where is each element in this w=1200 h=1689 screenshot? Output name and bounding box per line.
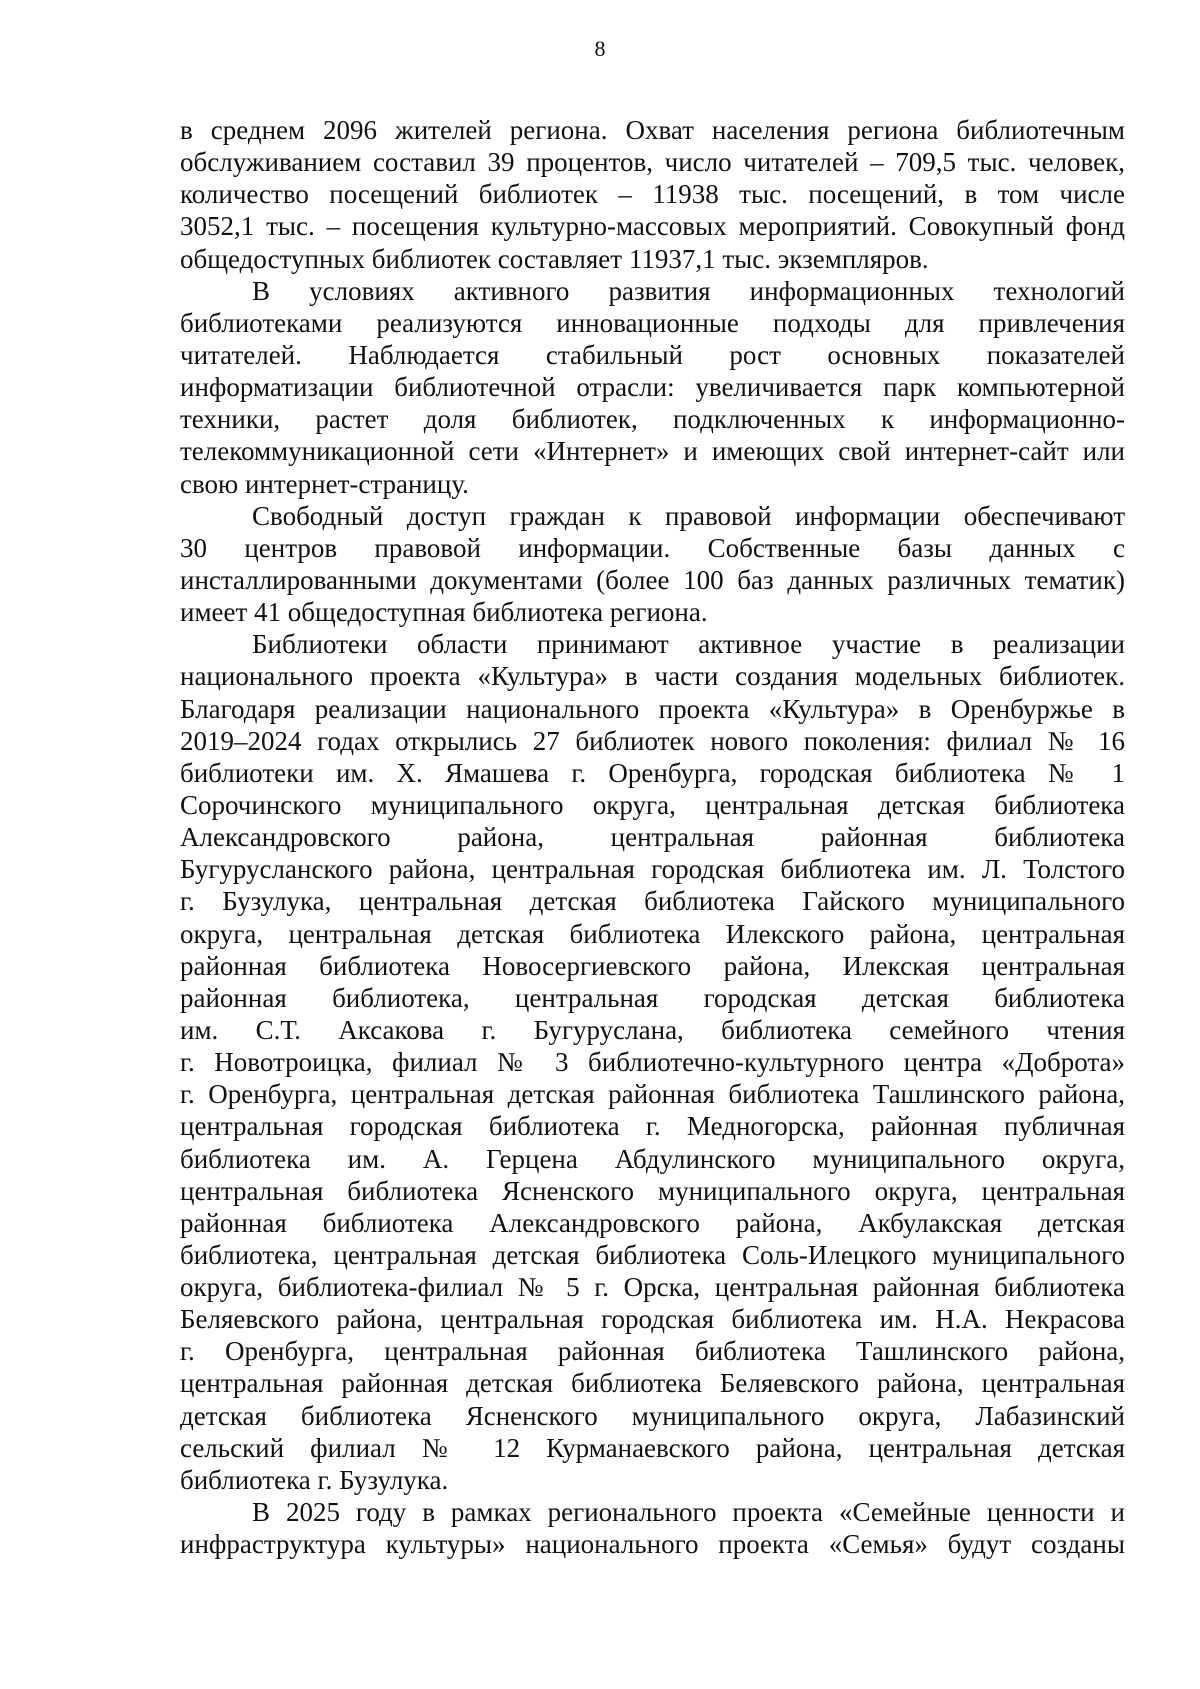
document-body: [180, 114, 1125, 1560]
text-line: библиотеки им. Х. Ямашева г. Оренбурга, городская библиотека № 1: [180, 757, 1125, 788]
text-line: библиотека г. Бузулука.: [180, 1464, 449, 1495]
page-number: 8: [594, 36, 606, 61]
text-line: свою интернет-страницу.: [180, 468, 469, 499]
text-line: 2019–2024 годах открылись 27 библиотек нового поколения: филиал № 16: [180, 725, 1125, 756]
text-line: обслуживанием составил 39 процентов, число читателей – 709,5 тыс. человек,: [180, 147, 1125, 178]
text-line: библиотека, центральная детская библиотека Соль-Илецкого муниципального: [180, 1239, 1125, 1270]
text-line: Благодаря реализации национального проекта «Культура» в Оренбуржье в: [180, 693, 1125, 724]
text-line: г. Бузулука, центральная детская библиотека Гайского муниципального: [180, 886, 1125, 917]
text-line: округа, центральная детская библиотека Илекского района, центральная: [180, 918, 1125, 949]
paragraph: [180, 1496, 1125, 1560]
text-line: В 2025 году в рамках регионального проекта «Семейные ценности и: [252, 1497, 1125, 1528]
paragraph: [180, 275, 1125, 500]
text-line: г. Оренбурга, центральная районная библиотека Ташлинского района,: [180, 1336, 1125, 1367]
text-line: 3052,1 тыс. – посещения культурно-массовых мероприятий. Совокупный фонд: [180, 211, 1125, 242]
paragraph: [180, 628, 1125, 1496]
text-line: техники, растет доля библиотек, подключенных к информационно-: [180, 404, 1125, 435]
text-line: Библиотеки области принимают активное участие в реализации: [252, 629, 1125, 660]
text-line: Бугурусланского района, центральная городская библиотека им. Л. Толстого: [180, 854, 1125, 885]
text-line: в среднем 2096 жителей региона. Охват населения региона библиотечным: [180, 115, 1125, 145]
text-line: читателей. Наблюдается стабильный рост основных показателей: [180, 339, 1125, 370]
text-line: сельский филиал № 12 Курманаевского района, центральная детская: [180, 1432, 1125, 1463]
text-line: округа, библиотека-филиал № 5 г. Орска, центральная районная библиотека: [180, 1272, 1125, 1303]
text-line: инсталлированными документами (более 100 баз данных различных тематик): [180, 564, 1125, 595]
text-line: Свободный доступ граждан к правовой информации обеспечивают: [252, 500, 1125, 531]
paragraph: [180, 114, 1125, 275]
text-line: общедоступных библиотек составляет 11937,1 тыс. экземпляров.: [180, 243, 929, 274]
text-line: им. С.Т. Аксакова г. Бугуруслана, библиотека семейного чтения: [180, 1014, 1125, 1045]
text-line: библиотеками реализуются инновационные подходы для привлечения: [180, 307, 1125, 338]
text-line: детская библиотека Ясненского муниципального округа, Лабазинский: [180, 1400, 1125, 1431]
text-line: количество посещений библиотек – 11938 тыс. посещений, в том числе: [180, 179, 1125, 210]
text-line: Сорочинского муниципального округа, центральная детская библиотека: [180, 789, 1125, 820]
text-line: районная библиотека, центральная городская детская библиотека: [180, 982, 1125, 1013]
text-line: библиотека им. А. Герцена Абдулинского муниципального округа,: [180, 1143, 1125, 1174]
text-line: Александровского района, центральная районная библиотека: [180, 822, 1125, 853]
text-line: информатизации библиотечной отрасли: увеличивается парк компьютерной: [180, 372, 1125, 403]
text-line: имеет 41 общедоступная библиотека региона.: [180, 597, 708, 628]
text-line: инфраструктура культуры» национального проекта «Семья» будут созданы: [180, 1529, 1125, 1560]
text-line: центральная библиотека Ясненского муниципального округа, центральная: [180, 1175, 1125, 1206]
text-line: районная библиотека Александровского района, Акбулакская детская: [180, 1207, 1125, 1238]
text-line: г. Новотроицка, филиал № 3 библиотечно-культурного центра «Доброта»: [180, 1047, 1125, 1078]
text-line: телекоммуникационной сети «Интернет» и имеющих свой интернет-сайт или: [180, 436, 1125, 467]
text-line: 30 центров правовой информации. Собственные базы данных с: [180, 532, 1125, 563]
text-line: центральная городская библиотека г. Медногорска, районная публичная: [180, 1111, 1125, 1142]
paragraph: [180, 500, 1125, 629]
text-line: районная библиотека Новосергиевского района, Илекская центральная: [180, 950, 1125, 981]
text-line: г. Оренбурга, центральная детская районная библиотека Ташлинского района,: [180, 1079, 1125, 1110]
text-line: центральная районная детская библиотека Беляевского района, центральная: [180, 1368, 1125, 1399]
text-line: В условиях активного развития информационных технологий: [252, 275, 1125, 306]
text-line: национального проекта «Культура» в части создания модельных библиотек.: [180, 661, 1125, 692]
text-line: Беляевского района, центральная городская библиотека им. Н.А. Некрасова: [180, 1304, 1125, 1335]
